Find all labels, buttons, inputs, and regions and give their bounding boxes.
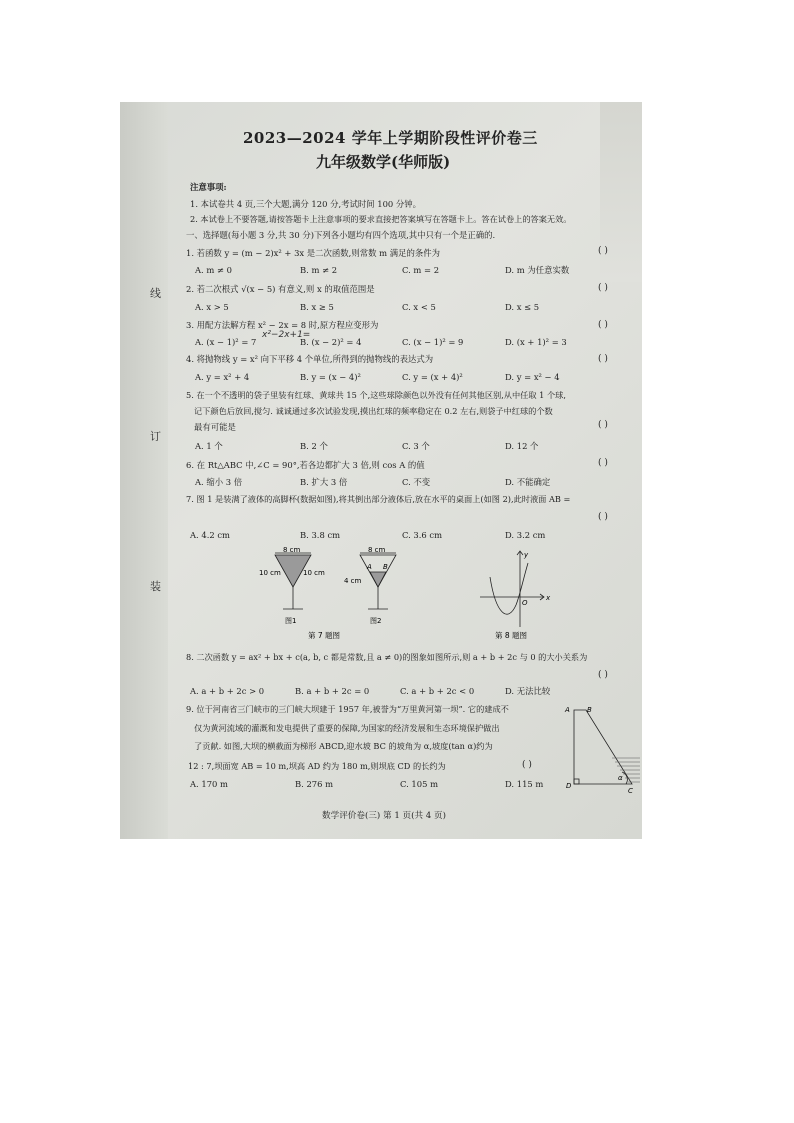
- fig7-label-top2: 8 cm: [368, 546, 386, 554]
- margin-label-order: 订: [150, 430, 161, 443]
- option-d: D. x ≤ 5: [505, 302, 540, 312]
- fig9-point-d: D: [566, 782, 572, 790]
- question-stem: 记下颜色后放回,搅匀. 诚诚通过多次试验发现,摸出红球的频率稳定在 0.2 左右,则袋子中红球的个数: [194, 406, 553, 416]
- page-shadow: [120, 102, 168, 839]
- option-d: D. 115 m: [505, 779, 544, 789]
- fig7-caption: 第 7 题图: [308, 631, 341, 640]
- answer-blank: ( ): [598, 354, 608, 364]
- option-a: A. y = x² + 4: [195, 372, 250, 382]
- fig9-point-b: B: [587, 706, 592, 714]
- fig9-angle-alpha: α: [618, 774, 623, 782]
- question-stem: 4. 将抛物线 y = x² 向下平移 4 个单位,所得到的抛物线的表达式为: [186, 354, 434, 364]
- fig7-point-a: A: [367, 563, 372, 571]
- question-stem: 仅为黄河流域的灌溉和发电提供了重要的保障,为国家的经济发展和生态环境保护做出: [194, 723, 500, 733]
- option-a: A. a + b + 2c > 0: [190, 686, 265, 696]
- question-stem: 3. 用配方法解方程 x² − 2x = 8 时,原方程应变形为: [186, 320, 379, 330]
- notice-item: 2. 本试卷上不要答题,请按答题卡上注意事项的要求直接把答案填写在答题卡上。答在试卷上的答案无效。: [190, 214, 572, 224]
- option-c: C. m = 2: [402, 265, 440, 275]
- question-stem: 1. 若函数 y = (m − 2)x² + 3x 是二次函数,则常数 m 满足的条件为: [186, 248, 440, 258]
- fig9-point-c: C: [628, 787, 633, 795]
- fig7-label-left2: 4 cm: [344, 577, 362, 585]
- page-subtitle: 九年级数学(华师版): [316, 153, 451, 171]
- option-a: A. m ≠ 0: [195, 265, 232, 275]
- question-stem: 了贡献. 如图,大坝的横截面为梯形 ABCD,迎水坡 BC 的坡角为 α,坡度(tan α)约为: [194, 741, 493, 751]
- option-b: B. x ≥ 5: [300, 302, 334, 312]
- fig7-caption-2: 图2: [370, 617, 382, 625]
- option-c: C. a + b + 2c < 0: [400, 686, 475, 696]
- option-b: B. 276 m: [295, 779, 334, 789]
- option-b: B. y = (x − 4)²: [300, 372, 361, 382]
- option-b: B. (x − 2)² = 4: [300, 337, 362, 347]
- option-d: D. y = x² − 4: [505, 372, 560, 382]
- option-d: D. 无法比较: [505, 686, 551, 696]
- option-c: C. 3 个: [402, 441, 430, 451]
- question-stem: 12 : 7,坝面宽 AB = 10 m,坝高 AD 约为 180 m,则坝底 CD 的长约为: [188, 761, 446, 771]
- option-c: C. y = (x + 4)²: [402, 372, 463, 382]
- question-stem: 7. 图 1 是装满了液体的高脚杯(数据如图),将其倒出部分液体后,放在水平的桌面上(如图 2),此时液面 AB =: [186, 494, 571, 504]
- margin-label-line: 线: [150, 287, 161, 300]
- option-b: B. 2 个: [300, 441, 328, 451]
- fig7-point-b: B: [383, 563, 388, 571]
- margin-label-bind: 装: [150, 580, 161, 593]
- fig8-caption: 第 8 题图: [495, 631, 528, 640]
- option-a: A. 1 个: [195, 441, 223, 451]
- question-stem: 6. 在 Rt△ABC 中,∠C = 90°,若各边都扩大 3 倍,则 cos A 的值: [186, 460, 425, 470]
- option-b: B. a + b + 2c = 0: [295, 686, 370, 696]
- option-d: D. 不能确定: [505, 477, 551, 487]
- page-title: 2023—2024 学年上学期阶段性评价卷三: [243, 129, 538, 147]
- figure-9: [560, 700, 642, 796]
- section-heading: 一、选择题(每小题 3 分,共 30 分)下列各小题均有四个选项,其中只有一个是正确的.: [186, 230, 496, 240]
- question-stem: 5. 在一个不透明的袋子里装有红球、黄球共 15 个,这些球除颜色以外没有任何其他区别,从中任取 1 个球,: [186, 390, 566, 400]
- option-a: A. 缩小 3 倍: [195, 477, 243, 487]
- fig8-axis-y: y: [524, 551, 529, 559]
- option-d: D. m 为任意实数: [505, 265, 570, 275]
- option-d: D. 12 个: [505, 441, 539, 451]
- fig7-label-left1: 10 cm: [259, 569, 281, 577]
- option-c: C. (x − 1)² = 9: [402, 337, 464, 347]
- answer-blank: ( ): [598, 512, 608, 522]
- answer-blank: ( ): [598, 283, 608, 293]
- option-c: C. x < 5: [402, 302, 436, 312]
- answer-blank: ( ): [598, 420, 608, 430]
- page-footer: 数学评价卷(三) 第 1 页(共 4 页): [322, 811, 446, 821]
- handwritten-note: x²−2x+1=: [262, 330, 311, 340]
- fig8-axis-x: x: [546, 594, 551, 602]
- option-d: D. 3.2 cm: [505, 530, 546, 540]
- option-a: A. 170 m: [190, 779, 228, 789]
- notice-item: 1. 本试卷共 4 页,三个大题,满分 120 分,考试时间 100 分钟。: [190, 199, 422, 209]
- notice-heading: 注意事项:: [190, 182, 227, 192]
- option-b: B. 3.8 cm: [300, 530, 341, 540]
- answer-blank: ( ): [598, 320, 608, 330]
- answer-blank: ( ): [522, 760, 532, 770]
- fig7-label-top1: 8 cm: [283, 546, 301, 554]
- option-c: C. 3.6 cm: [402, 530, 443, 540]
- fig7-label-right1: 10 cm: [303, 569, 325, 577]
- fig7-caption-1: 图1: [285, 617, 297, 625]
- option-d: D. (x + 1)² = 3: [505, 337, 567, 347]
- option-a: A. (x − 1)² = 7: [195, 337, 257, 347]
- fig8-origin: O: [522, 599, 528, 607]
- question-stem: 2. 若二次根式 √(x − 5) 有意义,则 x 的取值范围是: [186, 284, 375, 294]
- figure-8: [478, 545, 563, 645]
- figure-7: [255, 543, 410, 643]
- option-c: C. 105 m: [400, 779, 439, 789]
- option-b: B. 扩大 3 倍: [300, 477, 348, 487]
- answer-blank: ( ): [598, 458, 608, 468]
- question-stem: 最有可能是: [194, 422, 236, 432]
- answer-blank: ( ): [598, 246, 608, 256]
- question-stem: 8. 二次函数 y = ax² + bx + c(a, b, c 都是常数,且 a ≠ 0)的图象如图所示,则 a + b + 2c 与 0 的大小关系为: [186, 652, 588, 662]
- option-c: C. 不变: [402, 477, 431, 487]
- answer-blank: ( ): [598, 670, 608, 680]
- question-stem: 9. 位于河南省三门峡市的三门峡大坝建于 1957 年,被誉为“万里黄河第一坝”. 它的建成不: [186, 704, 509, 714]
- fig9-point-a: A: [565, 706, 570, 714]
- option-a: A. x > 5: [195, 302, 229, 312]
- option-b: B. m ≠ 2: [300, 265, 338, 275]
- option-a: A. 4.2 cm: [190, 530, 230, 540]
